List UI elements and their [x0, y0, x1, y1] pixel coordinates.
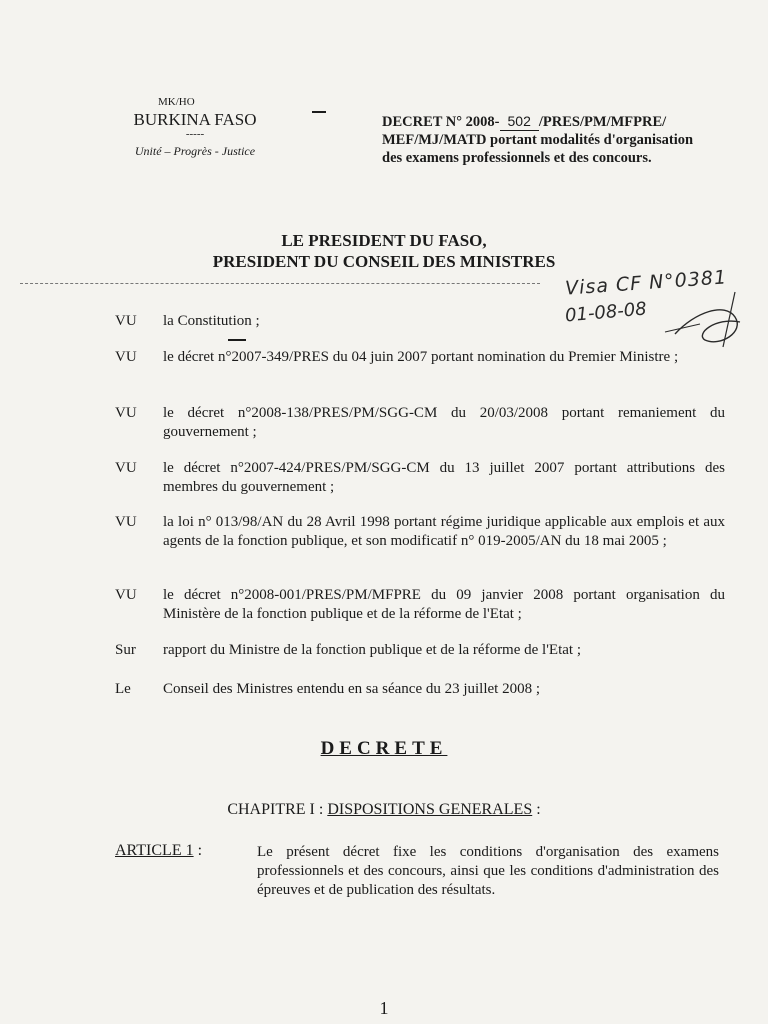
article-label [115, 842, 202, 860]
consideration-text: la Constitution ; [163, 313, 260, 329]
consideration-item [115, 404, 725, 442]
chapter-title: DISPOSITIONS GENERALES [327, 801, 533, 818]
consideration-item [115, 680, 725, 699]
header-left-block [110, 96, 280, 159]
national-motto: Unité – Progrès - Justice [134, 144, 256, 158]
consideration-item [115, 586, 725, 624]
consideration-text: le décret n°2008-138/PRES/PM/SGG-CM du 20/03/2008 portant remaniement du gouvernement ; [163, 405, 725, 440]
consideration-item [115, 641, 725, 660]
consideration-label: VU [115, 313, 137, 329]
decree-prefix: DECRET N° 2008- [382, 114, 500, 130]
consideration-text: le décret n°2008-001/PRES/PM/MFPRE du 09 janvier 2008 portant organisation du Ministère de la fonction publique et de la réforme de l'Etat ; [163, 587, 725, 622]
consideration-text: le décret n°2007-349/PRES du 04 juin 2007 portant nomination du Premier Ministre ; [163, 349, 679, 365]
decrete-heading [0, 738, 768, 760]
consideration-label: VU [115, 514, 137, 530]
consideration-text: le décret n°2007-424/PRES/PM/SGG-CM du 13 juillet 2007 portant attributions des membres du gouvernement ; [163, 460, 725, 495]
consideration-label: VU [115, 349, 137, 365]
decree-title-block [382, 112, 762, 167]
consideration-item [115, 459, 725, 497]
authority-title-line1: LE PRESIDENT DU FASO, [281, 231, 487, 250]
decree-title-line2: MEF/MJ/MATD portant modalités d'organisation [382, 132, 694, 148]
chapter-heading [0, 801, 768, 819]
visa-line2: 01-08-08 [564, 298, 648, 327]
decree-number: 502 [500, 112, 539, 131]
chapter-suffix: : [532, 801, 541, 818]
consideration-item [115, 348, 725, 367]
decree-title-line1 [382, 112, 762, 131]
title-dashed-rule [20, 283, 540, 284]
consideration-text: la loi n° 013/98/AN du 28 Avril 1998 portant régime juridique applicable aux emplois et aux agents de la fonction publique, et son modificatif n° 019-2005/AN du 18 mai 2005 ; [163, 514, 725, 549]
header-separator: ----- [185, 128, 205, 140]
header-dash-mark [312, 111, 326, 113]
country-name: BURKINA FASO [133, 110, 257, 129]
decree-suffix: /PRES/PM/MFPRE/ [538, 114, 667, 130]
reference-initials: MK/HO [158, 96, 195, 108]
article-colon: : [193, 842, 203, 859]
authority-title-line2: PRESIDENT DU CONSEIL DES MINISTRES [212, 252, 556, 271]
consideration-text: rapport du Ministre de la fonction publique et de la réforme de l'Etat ; [163, 642, 581, 658]
chapter-prefix: CHAPITRE I : [227, 801, 328, 818]
article-number: ARTICLE 1 [115, 842, 194, 859]
decree-title-line3: des examens professionnels et des concours. [382, 150, 652, 166]
visa-line1: Visa CF N°0381 [564, 266, 728, 300]
consideration-label: VU [115, 460, 137, 476]
consideration-label: VU [115, 405, 137, 421]
consideration-item [115, 312, 725, 331]
consideration-label: Sur [115, 642, 136, 658]
consideration-label: VU [115, 587, 137, 603]
article-text: Le présent décret fixe les conditions d'organisation des examens professionnels et des concours, ainsi que les conditions d'administration des épreuves et de publication des résultats. [257, 844, 719, 898]
text-dash-mark [228, 339, 246, 341]
consideration-item [115, 513, 725, 551]
consideration-label: Le [115, 681, 131, 697]
consideration-text: Conseil des Ministres entendu en sa séance du 23 juillet 2008 ; [163, 681, 541, 697]
decrete-text: DECRETE [320, 738, 448, 759]
page-number: 1 [379, 998, 389, 1018]
